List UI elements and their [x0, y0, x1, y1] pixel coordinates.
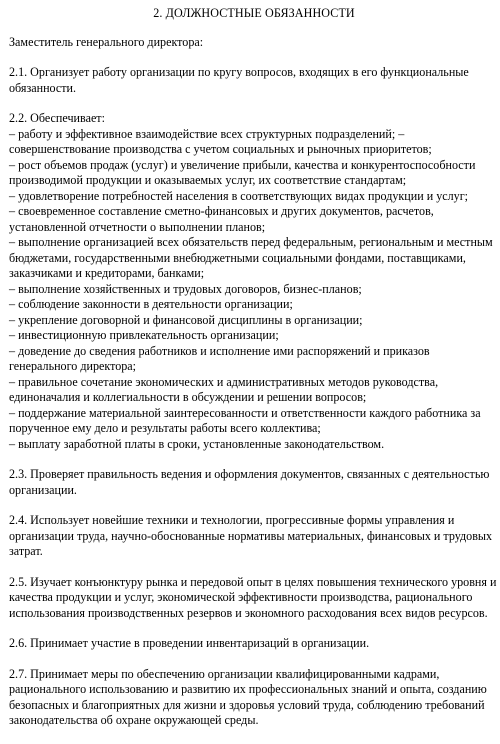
section-title: 2. ДОЛЖНОСТНЫЕ ОБЯЗАННОСТИ	[153, 6, 355, 20]
list-item: – соблюдение законности в деятельности организации;	[9, 297, 293, 311]
list-item: – рост объемов продаж (услуг) и увеличение прибыли, качества и конкурентоспособности производимой продукции и оказываемых услуг, их соответствие стандартам;	[9, 157, 476, 187]
list-item: – работу и эффективное взаимодействие всех структурных подразделений; – совершенствование производства с учетом социальных и рыночных приоритетов;	[9, 126, 432, 156]
list-item: – поддержание материальной заинтересованности и ответственности каждого работника за порученное ему дело и результаты работы всего коллектива;	[9, 405, 481, 435]
list-item: – правильное сочетание экономических и административных методов руководства, единоначалия и коллегиальности в обсуждении и решении вопросов;	[9, 374, 439, 404]
list-item: – своевременное составление сметно-финансовых и других документов, расчетов, установленной отчетности о выполнении планов;	[9, 204, 434, 234]
paragraph-2-3: 2.3. Проверяет правильность ведения и оформления документов, связанных с деятельностью организации.	[9, 467, 490, 497]
paragraph-2-4: 2.4. Использует новейшие техники и технологии, прогрессивные формы управления и организации труда, научно-обоснованные нормативы материальных, финансовых и трудовых затрат.	[9, 513, 493, 558]
list-item: – инвестиционную привлекательность организации;	[9, 328, 279, 342]
paragraph-2-6: 2.6. Принимает участие в проведении инвентаризаций в организации.	[9, 636, 370, 650]
list-item: – выплату заработной платы в сроки, установленные законодательством.	[9, 436, 385, 451]
list-item: – выполнение организацией всех обязательств перед федеральным, региональным и местным бюджетами, государственными внебюджетными социальными фондами, поставщиками, заказчиками и кредиторами, банками;	[9, 235, 493, 280]
document-page	[9, 6, 499, 744]
paragraph-2-2-heading: 2.2. Обеспечивает:	[9, 111, 105, 125]
list-item: – выполнение хозяйственных и трудовых договоров, бизнес-планов;	[9, 281, 362, 296]
paragraph-2-2	[9, 111, 499, 452]
list-item: – удовлетворение потребностей населения в соответствующих видах продукции и услуг;	[9, 188, 469, 203]
list-item: – доведение до сведения работников и исполнение ими распоряжений и приказов генерального директора;	[9, 343, 430, 373]
paragraph-2-7: 2.7. Принимает меры по обеспечению организации квалифицированными кадрами, рационального использованию и развитию их профессиональных знаний и опыта, созданию безопасных и благоприятных для жизни и здоровья условий труда, соблюдению требований законодательства об охране окружающей среды.	[9, 666, 487, 727]
paragraph-2-5: 2.5. Изучает конъюнктуру рынка и передовой опыт в целях повышения технического уровня и качества продукции и услуг, экономической эффективности производства, рационального использования производственных резервов и экономного расходования всех видов ресурсов.	[9, 574, 497, 620]
intro-line: Заместитель генерального директора:	[9, 34, 204, 49]
list-item: – укрепление договорной и финансовой дисциплины в организации;	[9, 312, 363, 327]
paragraph-2-1: 2.1. Организует работу организации по кругу вопросов, входящих в его функциональные обязанности.	[9, 65, 469, 95]
